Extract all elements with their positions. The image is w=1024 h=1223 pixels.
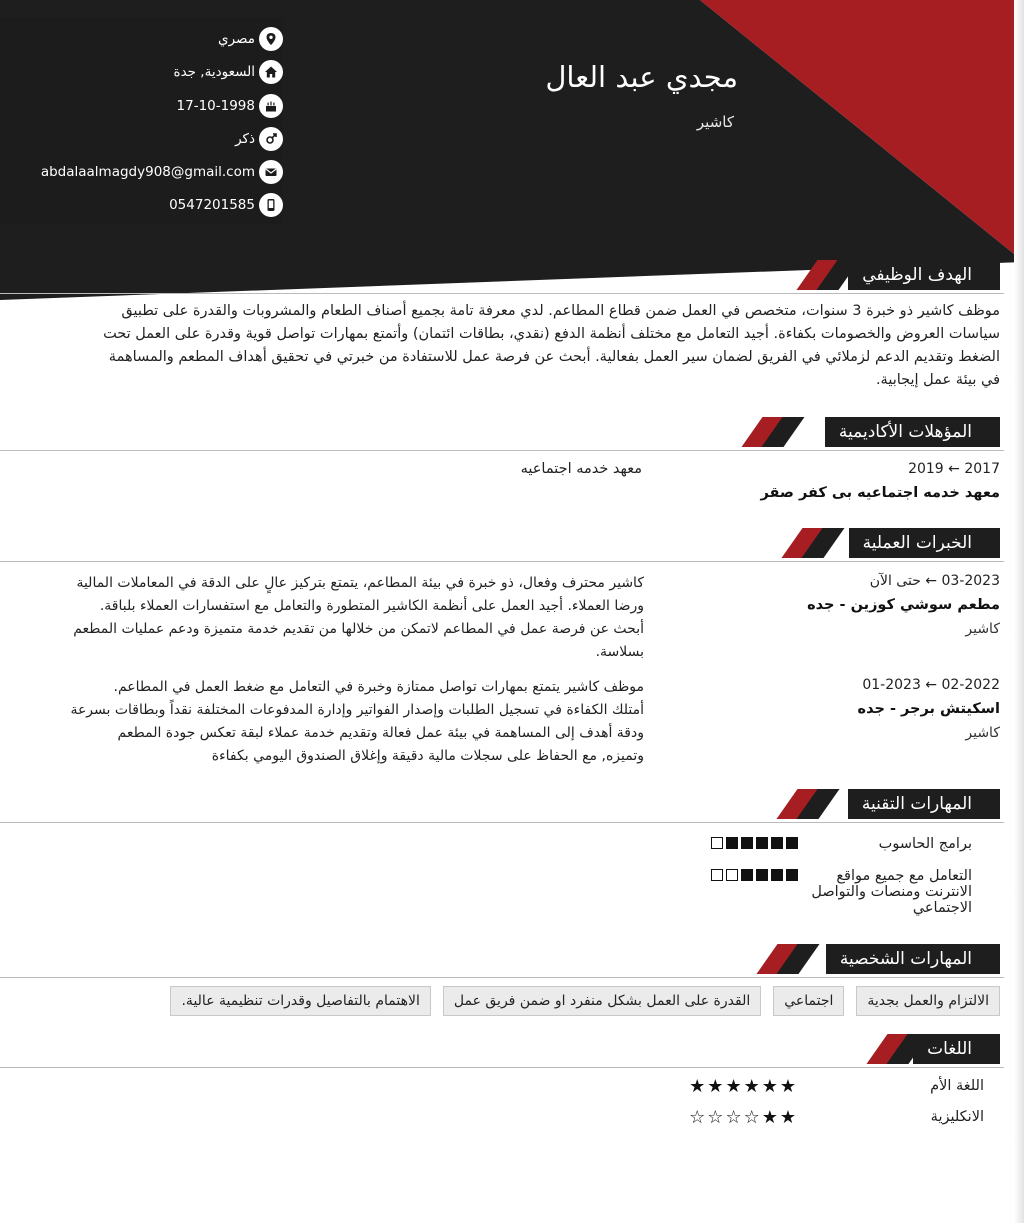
language-rating <box>689 1108 796 1128</box>
star-filled-icon: ★ <box>761 1076 778 1097</box>
experience-description-line: وتميزه, مع الحفاظ على سجلات مالية دقيقة وإغلاق الصندوق اليومي بكفاءة <box>211 748 644 764</box>
gender-icon <box>259 127 283 151</box>
objective-text <box>0 300 1000 392</box>
experience-description-line: ودقة أهدف إلى المساهمة في بيئة عمل فعالة وتقديم خدمة عملاء لبقة تعكس جودة المطعم <box>117 725 644 741</box>
education-date: 2017 ← 2019 <box>908 461 1000 477</box>
skill-square-filled <box>771 869 783 881</box>
star-empty-icon: ☆ <box>707 1107 724 1128</box>
contact-phone-text: 0547201585 <box>169 197 255 213</box>
star-empty-icon: ☆ <box>743 1107 760 1128</box>
contact-gender <box>235 126 283 152</box>
experience-date: 02-2022 ← 01-2023 <box>862 677 1000 693</box>
skill-tag: الالتزام والعمل بجدية <box>856 986 1000 1016</box>
skill-square-filled <box>741 837 753 849</box>
section-divider <box>0 1067 1004 1068</box>
section-divider <box>0 561 1004 562</box>
tech-skill-label <box>811 868 972 916</box>
skill-square-filled <box>756 837 768 849</box>
tech-skill-label <box>879 836 972 852</box>
experience-company: مطعم سوشي كوزين - جده <box>807 597 1000 613</box>
experience-description <box>0 572 644 664</box>
section-objective-header <box>0 256 1024 296</box>
contact-address <box>174 59 284 85</box>
contact-gender-text: ذكر <box>235 131 255 147</box>
skill-tag: اجتماعي <box>773 986 844 1016</box>
candidate-name: مجدي عبد العال <box>545 60 738 94</box>
home-icon <box>259 60 283 84</box>
section-languages-header <box>0 1030 1024 1070</box>
section-personal-skills-header <box>0 940 1024 980</box>
language-label: الانكليزية <box>930 1109 984 1125</box>
star-filled-icon: ★ <box>689 1076 706 1097</box>
skill-square-empty <box>711 837 723 849</box>
tech-skill-label-line: برامج الحاسوب <box>878 836 972 852</box>
contact-email-text: abdalaalmagdy908@gmail.com <box>40 164 255 180</box>
contact-phone <box>169 192 283 218</box>
section-divider <box>0 293 1004 294</box>
skill-square-empty <box>726 869 738 881</box>
contact-birthdate <box>177 93 283 119</box>
section-tech-skills-title: المهارات التقنية <box>848 789 1000 819</box>
skill-square-filled <box>771 837 783 849</box>
star-filled-icon: ★ <box>779 1107 796 1128</box>
experience-description-line: بسلاسة. <box>595 644 644 660</box>
education-degree: معهد خدمه اجتماعيه <box>520 461 642 477</box>
skill-square-empty <box>711 869 723 881</box>
star-filled-icon: ★ <box>761 1107 778 1128</box>
contact-nationality-text: مصري <box>218 31 255 47</box>
tech-skill-label-line: الاجتماعي <box>912 900 972 916</box>
experience-description-line: ورضا العملاء. أجيد العمل على أنظمة الكاشير المتطورة والتعامل مع استفسارات العملاء بلباقة. <box>99 598 644 614</box>
tech-skill-label-line: الانترنت ومنصات والتواصل <box>811 884 972 900</box>
phone-icon <box>259 193 283 217</box>
skill-square-filled <box>786 869 798 881</box>
section-personal-skills-title: المهارات الشخصية <box>826 944 1000 974</box>
contact-address-text: السعودية, جدة <box>173 64 255 80</box>
section-education-header <box>0 413 1024 453</box>
section-experience-header <box>0 524 1024 564</box>
experience-company: اسكيتش برجر - جده <box>857 701 1000 717</box>
section-divider <box>0 977 1004 978</box>
tech-skill-level <box>711 837 798 849</box>
location-pin-icon <box>259 27 283 51</box>
experience-description <box>0 676 644 768</box>
skill-square-filled <box>786 837 798 849</box>
star-filled-icon: ★ <box>743 1076 760 1097</box>
objective-line: موظف كاشير ذو خبرة 3 سنوات، متخصص في العمل ضمن قطاع المطاعم. لدي معرفة تامة بجميع أصناف الطعام والمشروبات والقدرة على تطبيق <box>121 303 1000 319</box>
tech-skill-label-line: التعامل مع جميع مواقع <box>836 868 972 884</box>
objective-line: الضغط وتقديم الدعم لزملائي في الفريق لضمان سير العمل بفعالية. أبحث عن فرصة عمل للاستفادة من خبرتي في تحقيق أهداف المطعم والمساهمة <box>108 349 1000 365</box>
experience-description-line: كاشير محترف وفعال، ذو خبرة في بيئة المطاعم، يتمتع بتركيز عالٍ على الدقة في المعاملات المالية <box>76 575 644 591</box>
tech-skill-level <box>711 869 798 881</box>
star-empty-icon: ☆ <box>689 1107 706 1128</box>
skill-tag: الاهتمام بالتفاصيل وقدرات تنظيمية عالية. <box>170 986 430 1016</box>
star-empty-icon: ☆ <box>725 1107 742 1128</box>
skill-square-filled <box>756 869 768 881</box>
contact-birthdate-text: 17-10-1998 <box>176 98 255 114</box>
education-institution: معهد خدمه اجتماعيه بى كفر صقر <box>760 485 1000 501</box>
experience-role: كاشير <box>965 725 1000 741</box>
experience-date: 03-2023 ← حتى الآن <box>869 573 1000 589</box>
objective-line: في بيئة عمل إيجابية. <box>875 372 1000 388</box>
experience-description-line: أبحث عن فرصة عمل في المطاعم لاتمكن من خلالها من تقديم خدمة متميزة ودعم عمليات المطعم <box>73 621 644 637</box>
star-filled-icon: ★ <box>779 1076 796 1097</box>
personal-skills-tags <box>170 986 1000 1016</box>
candidate-job-title: كاشير <box>696 113 734 131</box>
contact-nationality <box>218 26 283 52</box>
language-label: اللغة الأم <box>930 1078 984 1094</box>
objective-line: سياسات العروض والخصومات بكفاءة. أجيد التعامل مع مختلف أنظمة الدفع (نقدي، بطاقات ائتمان) وأتمتع بمهارات تواصل قوية وقدرة على العمل تحت <box>103 326 1000 342</box>
birthday-cake-icon <box>259 94 283 118</box>
section-experience-title: الخبرات العملية <box>849 528 1000 558</box>
section-divider <box>0 822 1004 823</box>
experience-description-line: موظف كاشير يتمتع بمهارات تواصل ممتازة وخبرة في التعامل مع ضغط العمل في المطاعم. <box>113 679 644 695</box>
section-languages-title: اللغات <box>913 1034 1000 1064</box>
section-tech-skills-header <box>0 785 1024 825</box>
section-divider <box>0 450 1004 451</box>
contact-panel <box>0 18 283 224</box>
star-filled-icon: ★ <box>707 1076 724 1097</box>
language-rating <box>689 1077 796 1097</box>
experience-role: كاشير <box>965 621 1000 637</box>
skill-tag: القدرة على العمل بشكل منفرد او ضمن فريق عمل <box>443 986 761 1016</box>
star-filled-icon: ★ <box>725 1076 742 1097</box>
email-icon <box>259 160 283 184</box>
contact-email <box>41 159 283 185</box>
skill-square-filled <box>741 869 753 881</box>
section-education-title: المؤهلات الأكاديمية <box>825 417 1000 447</box>
section-objective-title: الهدف الوظيفي <box>848 260 1000 290</box>
experience-description-line: أمتلك الكفاءة في تسجيل الطلبات وإصدار الفواتير وإدارة المدفوعات المختلفة نقداً وبطاقات بسرعة <box>70 702 644 718</box>
skill-square-filled <box>726 837 738 849</box>
